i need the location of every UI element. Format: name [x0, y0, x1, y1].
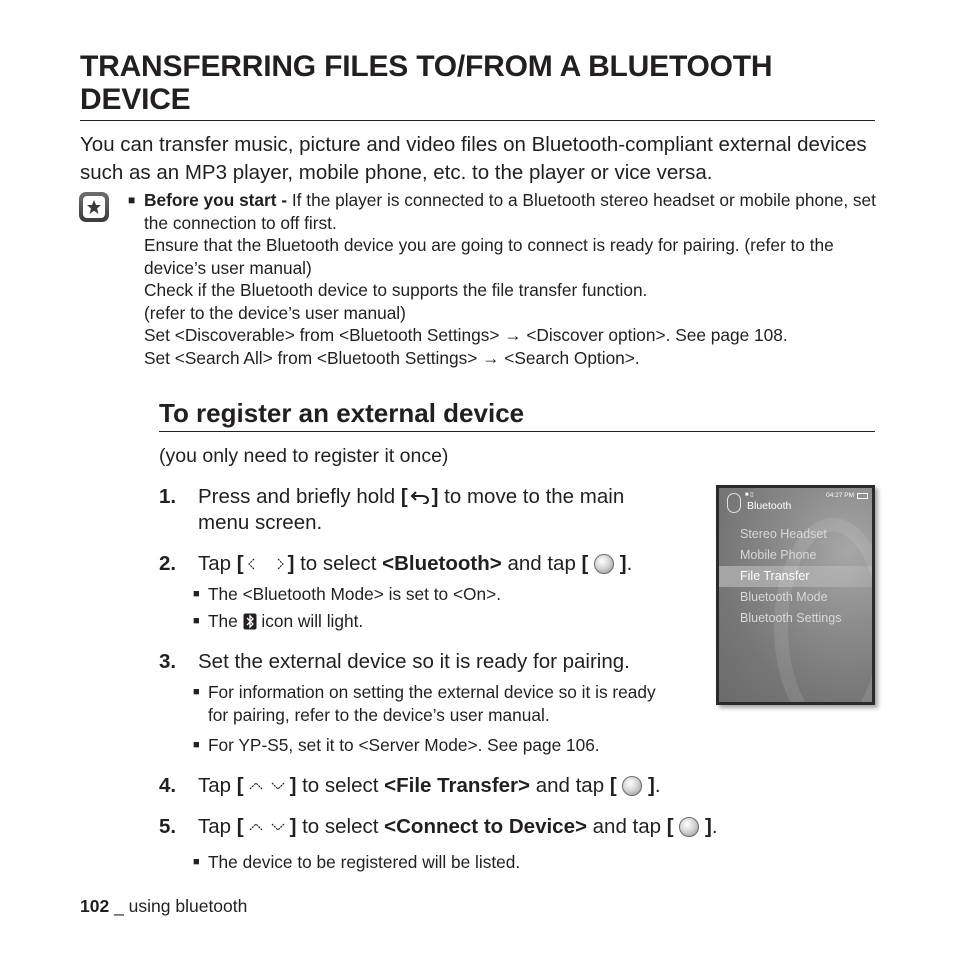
bullet-square-icon: ■ — [128, 193, 136, 207]
left-right-icon — [244, 551, 288, 577]
note-line-2: Ensure that the Bluetooth device you are going to connect is ready for pairing. (refer to the device’s user manual) — [144, 235, 834, 278]
device-screen-title: Bluetooth — [747, 500, 792, 512]
battery-icon — [857, 493, 868, 499]
section-title: To register an external device — [159, 398, 525, 428]
up-down-icon — [244, 814, 290, 840]
up-down-icon — [244, 773, 290, 799]
bullet-square-icon: ■ — [193, 686, 200, 698]
note-line-3: Check if the Bluetooth device to supports the file transfer function. — [144, 280, 648, 300]
device-clock: 04:27 PM — [826, 492, 854, 499]
page-title: TRANSFERRING FILES TO/FROM A BLUETOOTH DEVICE — [80, 50, 773, 116]
step-5: 5. Tap [ ] to select <Connect to Device> and tap [ ]. — [159, 815, 718, 838]
bullet-yp-s5: ■ For YP-S5, set it to <Server Mode>. See page 106. — [193, 735, 600, 755]
bullet-icon-light: ■ The icon will light. — [193, 610, 673, 636]
menu-item-mobile-phone[interactable]: Mobile Phone — [740, 548, 817, 562]
bullet-square-icon: ■ — [193, 588, 200, 600]
select-button-icon — [594, 554, 614, 574]
select-button-icon — [679, 817, 699, 837]
bullet-bluetooth-mode: ■ The <Bluetooth Mode> is set to <On>. — [193, 584, 502, 604]
status-icons: ■ ▯ — [745, 492, 754, 498]
back-icon — [408, 484, 432, 510]
bluetooth-ring-icon — [727, 493, 741, 513]
device-screen — [716, 485, 875, 705]
section-divider — [159, 431, 875, 432]
note-star-icon — [79, 192, 109, 222]
bullet-square-icon: ■ — [193, 856, 200, 868]
note-line-4: (refer to the device’s user manual) — [144, 302, 406, 323]
step-3: 3. Set the external device so it is ready for pairing. — [159, 650, 630, 673]
bullet-device-listed: ■ The device to be registered will be listed. — [193, 852, 521, 872]
page-footer — [80, 894, 247, 918]
menu-item-bluetooth-mode[interactable]: Bluetooth Mode — [740, 590, 828, 604]
bullet-square-icon: ■ — [193, 739, 200, 751]
device-menu — [719, 524, 872, 629]
section-subtitle: (you only need to register it once) — [159, 445, 449, 467]
bullet-pairing-info: ■ For information on setting the external device so it is ready for pairing, refer to the device’s user manual. — [193, 682, 656, 725]
footer-section: _ using bluetooth — [109, 896, 248, 916]
menu-item-file-transfer[interactable]: File Transfer — [719, 566, 872, 587]
intro-paragraph: You can transfer music, picture and video files on Bluetooth-compliant external devices such as an MP3 player, mobile phone, etc. to the player or vice versa. — [80, 133, 867, 184]
step-4: 4. Tap [ ] to select <File Transfer> and tap [ ]. — [159, 774, 661, 797]
menu-item-stereo-headset[interactable]: Stereo Headset — [740, 527, 827, 541]
step-2: 2. Tap [ ] to select <Bluetooth> and tap [ ]. — [159, 552, 633, 575]
bluetooth-status-icon — [243, 613, 257, 636]
title-divider — [80, 120, 875, 121]
note-lead: Before you start - — [144, 190, 288, 210]
step-1: 1. Press and briefly hold [ ] to move to the main menu screen. — [159, 485, 625, 534]
select-button-icon — [622, 776, 642, 796]
bullet-square-icon: ■ — [193, 615, 200, 627]
menu-item-bluetooth-settings[interactable]: Bluetooth Settings — [740, 611, 842, 625]
note-line-6: Set <Search All> from <Bluetooth Settings> → <Search Option>. — [144, 347, 640, 368]
note-line-1: Before you start - If the player is connected to a Bluetooth stereo headset or mobile phone, set the connection to off first. — [144, 190, 876, 233]
page-number: 102 — [80, 896, 110, 916]
note-block — [128, 189, 880, 369]
note-line-5: Set <Discoverable> from <Bluetooth Settings> → <Discover option>. See page 108. — [144, 325, 788, 345]
